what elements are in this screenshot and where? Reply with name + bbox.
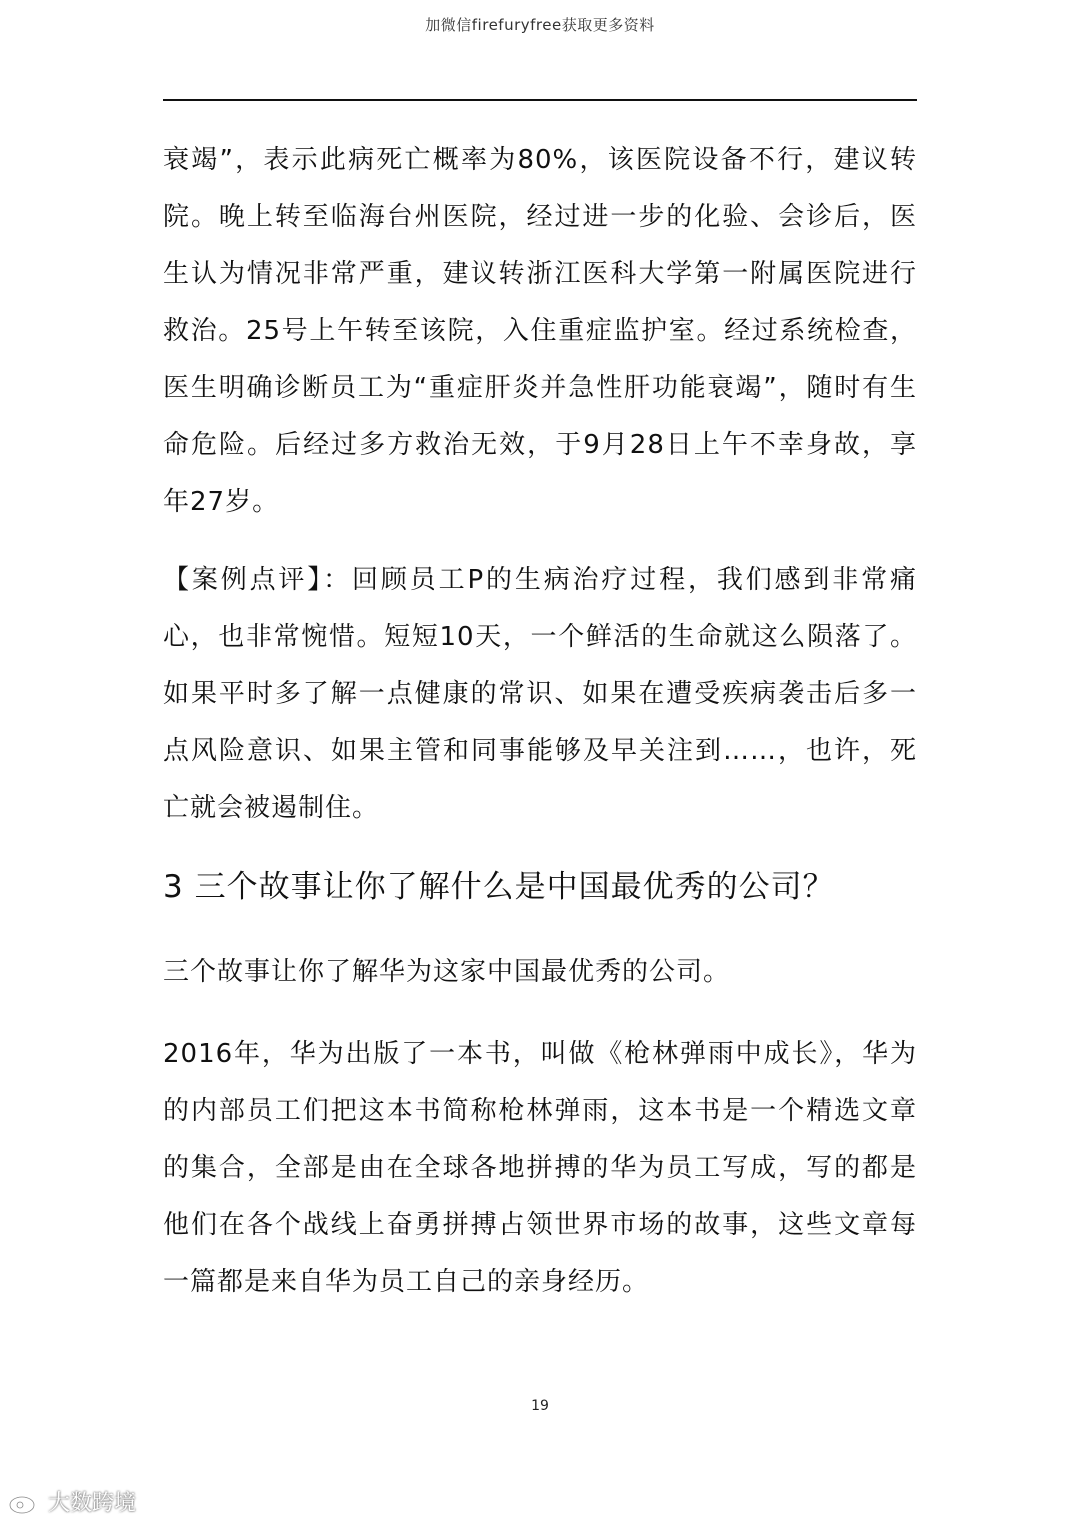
case-review-paragraph: 【案例点评】：回顾员工P的生病治疗过程，我们感到非常痛心，也非常惋惜。短短10天，一个鲜活的生命就这么陨落了。如果平时多了解一点健康的常识、如果在遭受疾病袭击后多一点风险意识、如果主管和同事能够及早关注到……，也许，死亡就会被遏制住。 [163,565,917,823]
section-body-paragraph: 2016年，华为出版了一本书，叫做《枪林弹雨中成长》，华为的内部员工们把这本书简称枪林弹雨，这本书是一个精选文章的集合，全部是由在全球各地拼搏的华为员工写成，写的都是他们在各个战线上奋勇拼搏占领世界市场的故事，这些文章每一篇都是来自华为员工自己的亲身经历。 [163,1039,917,1297]
watermark-text: 大数跨境 [48,1491,137,1516]
weibo-logo-icon [8,1488,42,1516]
header-divider [163,99,917,101]
section-heading: 3 三个故事让你了解什么是中国最优秀的公司？ [163,869,835,905]
page-number: 19 [531,1398,549,1414]
section-intro-paragraph: 三个故事让你了解华为这家中国最优秀的公司。 [163,957,731,987]
header-text: 加微信firefuryfree获取更多资料 [425,16,655,34]
body-paragraph: 衰竭”，表示此病死亡概率为80%，该医院设备不行，建议转院。晚上转至临海台州医院，经过进一步的化验、会诊后，医生认为情况非常严重，建议转浙江医科大学第一附属医院进行救治。25号上午转至该院，入住重症监护室。经过系统检查，医生明确诊断员工为“重症肝炎并急性肝功能衰竭”，随时有生命危险。后经过多方救治无效，于9月28日上午不幸身故，享年27岁。 [163,145,917,517]
watermark [8,1486,136,1517]
